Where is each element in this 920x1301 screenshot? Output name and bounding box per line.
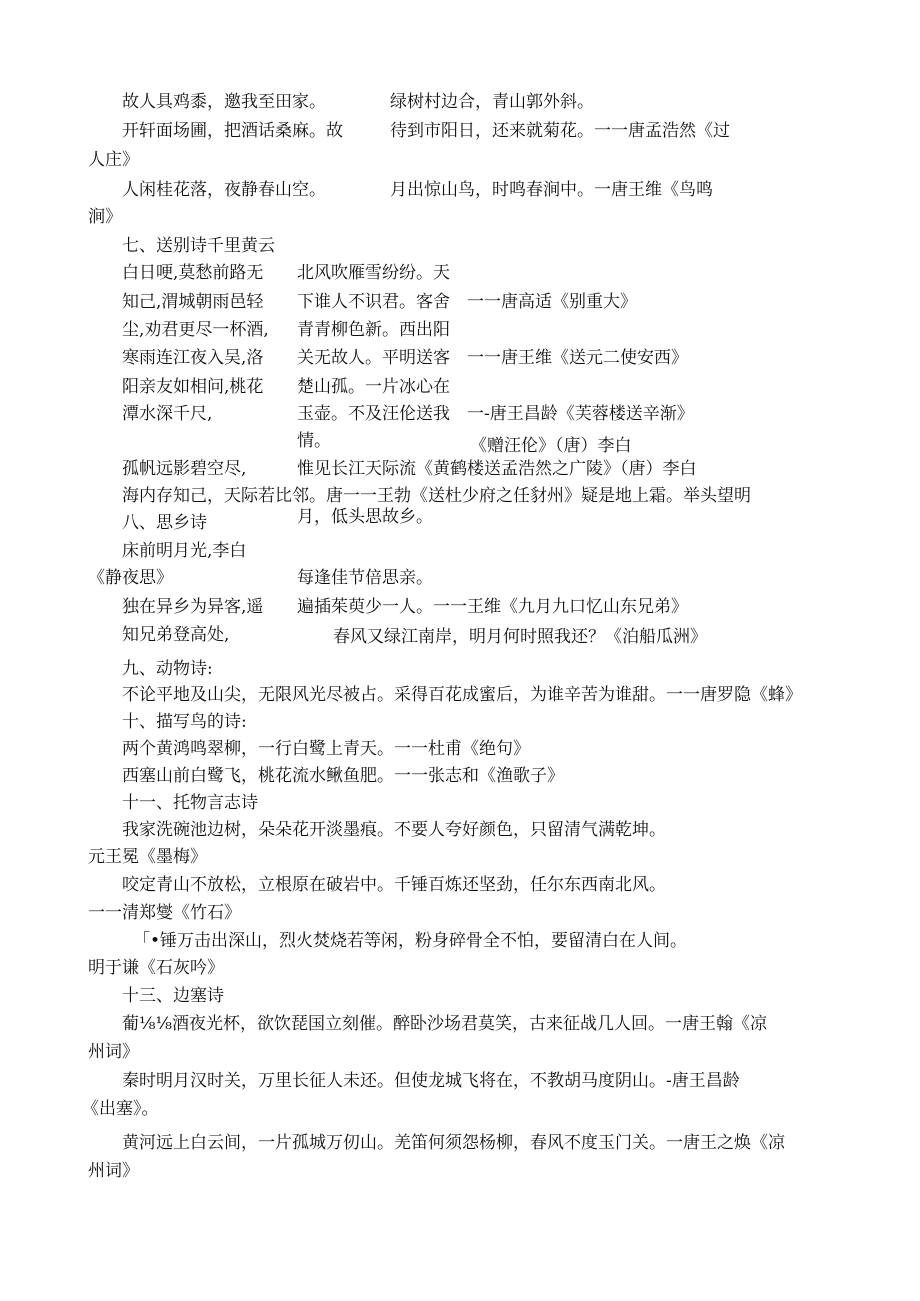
text-line: 知兄弟登高处, [122,625,230,645]
text-line: 州词》 [88,1042,139,1062]
section-heading: 九、动物诗: [122,659,213,679]
text-line: 春风又绿江南岸，明月何时照我还？《泊船瓜洲》 [333,627,707,647]
text-line: 不论平地及山尖，无限风光尽被占。采得百花成蜜后，为谁辛苦为谁甜。一一唐罗隐《蜂》 [122,685,802,705]
text-line: 一一唐高适《别重大》 [467,292,637,312]
text-line: 潭水深千尺, [122,404,213,424]
text-line: 独在异乡为异客,遥 [122,597,264,617]
text-line: 人闲桂花落，夜静春山空。 [122,180,326,200]
text-line: 玉壶。不及汪伦送我 [297,404,450,424]
text-line: 青青柳色新。西出阳 [297,320,450,340]
text-line: 一一清郑燮《竹石》 [88,903,241,923]
text-line: 明于谦《石灰吟》 [88,958,224,978]
section-heading: 十、描写鸟的诗: [122,712,247,732]
text-line: 葡⅛⅛酒夜光杯，欲饮琵国立刻催。醉卧沙场君莫笑，古来征战几人回。一唐王翰《凉 [122,1014,767,1034]
text-line: 待到市阳日，还来就菊花。一一唐孟浩然《过 [390,121,730,141]
text-line: 绿树村边合，青山郭外斜。 [390,92,594,112]
text-line: 月，低头思故乡。 [297,507,433,527]
text-line: 「•锤万击出深山，烈火焚烧若等闲，粉身碎骨全不怕，要留清白在人间。 [133,931,688,951]
text-line: 故人具鸡黍，邀我至田家。 [122,92,326,112]
text-line: 寒雨连江夜入吴,洛 [122,348,264,368]
text-line: 涧》 [88,207,122,227]
text-line: 《赠汪伦》（唐）李白 [470,436,632,456]
section-heading: 七、送别诗千里黄云 [122,236,275,256]
text-line: 每逢佳节倍思亲。 [297,568,433,588]
text-line: 遍插茱萸少一人。一一王维《九月九口忆山东兄弟》 [297,597,688,617]
text-line: 下谁人不识君。客舍 [297,292,450,312]
text-line: 海内存知己，天际若比邻。唐一一王勃《送杜少府之任豺州》疑是地上霜。举头望明 [122,486,751,506]
text-line: 元王冕《墨梅》 [88,847,207,867]
text-line: 孤帆远影碧空尽, [122,459,247,479]
text-line: 人庄》 [88,150,139,170]
section-heading: 八、思乡诗 [122,513,207,533]
section-heading: 十一、托物言志诗 [122,793,258,813]
text-line: 知己,渭城朝雨邑轻 [122,292,264,312]
text-line: 一一唐王维《送元二使安西》 [467,348,688,368]
text-line: 关无故人。平明送客 [297,348,450,368]
text-line: 《静夜思》 [88,568,173,588]
text-line: 阳亲友如相问,桃花 [122,377,264,397]
text-line: 白日哽,莫愁前路无 [122,263,264,283]
text-line: 月出惊山鸟，时鸣春涧中。一唐王维《鸟鸣 [390,180,713,200]
text-line: 西塞山前白鹭飞，桃花流水鳅鱼肥。一一张志和《渔歌子》 [122,766,564,786]
text-line: 情。 [297,431,331,451]
text-line: 床前明月光,李白 [122,541,247,561]
text-line: 秦时明月汉时关，万里长征人未还。但使龙城飞将在，不教胡马度阴山。-唐王昌龄 [122,1071,740,1091]
text-line: 楚山孤。一片冰心在 [297,377,450,397]
text-line: 尘,劝君更尽一杯酒, [122,320,269,340]
text-line: 惟见长江天际流《黄鹤楼送孟浩然之广陵》（唐）李白 [297,459,697,479]
text-line: 一-唐王昌龄《芙蓉楼送辛渐》 [467,404,694,424]
text-line: 北风吹雁雪纷纷。天 [297,263,450,283]
text-line: 开轩面场圃，把酒话桑麻。故 [122,121,343,141]
text-line: 黄河远上白云间，一片孤城万仞山。羌笛何须怨杨柳，春风不度玉门关。一唐王之焕《凉 [122,1133,785,1153]
text-line: 我家洗碗池边树，朵朵花开淡墨痕。不要人夸好颜色，只留清气满乾坤。 [122,820,666,840]
section-heading: 十三、边塞诗 [122,986,224,1006]
text-line: 咬定青山不放松，立根原在破岩中。千锤百炼还坚劲，任尔东西南北风。 [122,875,666,895]
text-line: 《出塞》。 [82,1099,159,1119]
text-line: 两个黄鸿鸣翠柳，一行白鹭上青天。一一杜甫《绝句》 [122,739,530,759]
text-line: 州词》 [88,1161,139,1181]
